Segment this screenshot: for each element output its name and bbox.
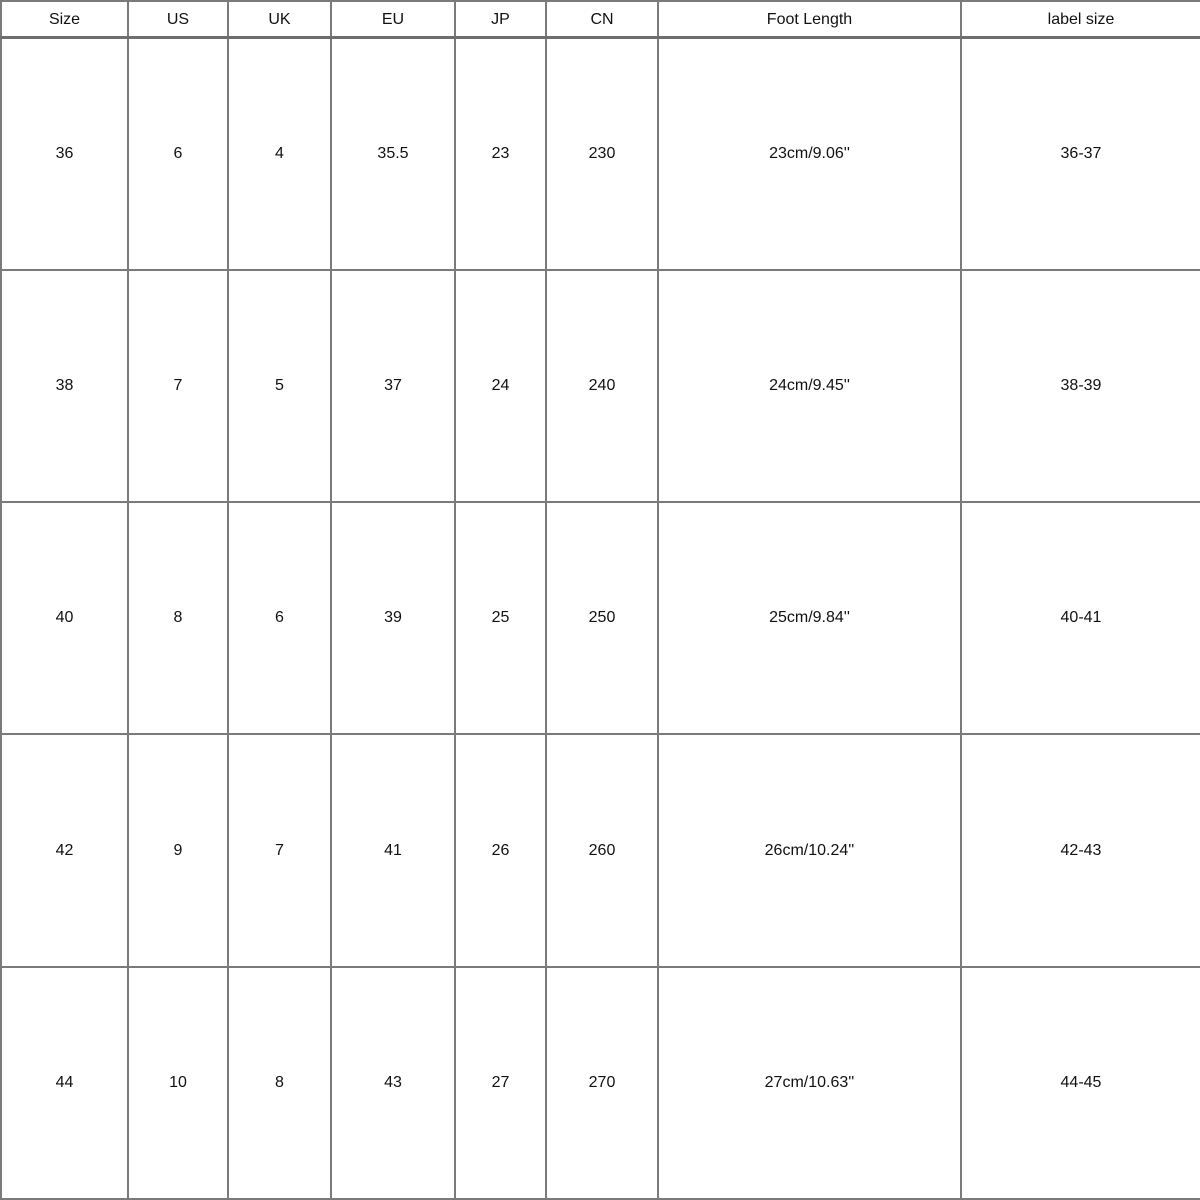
cell-us: 10: [128, 967, 228, 1199]
cell-jp: 25: [455, 502, 546, 734]
cell-size: 36: [1, 37, 128, 270]
cell-eu: 37: [331, 270, 455, 502]
table-row: [1, 270, 1200, 502]
table-row: [1, 967, 1200, 1199]
cell-uk: 5: [228, 270, 331, 502]
cell-label-size: 38-39: [961, 270, 1200, 502]
cell-size: 44: [1, 967, 128, 1199]
cell-us: 9: [128, 734, 228, 966]
cell-jp: 27: [455, 967, 546, 1199]
cell-size: 42: [1, 734, 128, 966]
cell-eu: 35.5: [331, 37, 455, 270]
cell-label-size: 44-45: [961, 967, 1200, 1199]
cell-cn: 260: [546, 734, 658, 966]
cell-jp: 24: [455, 270, 546, 502]
cell-foot-length: 24cm/9.45'': [658, 270, 961, 502]
cell-foot-length: 27cm/10.63'': [658, 967, 961, 1199]
cell-uk: 7: [228, 734, 331, 966]
cell-size: 38: [1, 270, 128, 502]
cell-foot-length: 25cm/9.84'': [658, 502, 961, 734]
header-size: Size: [1, 1, 128, 37]
header-label-size: label size: [961, 1, 1200, 37]
cell-jp: 26: [455, 734, 546, 966]
cell-eu: 41: [331, 734, 455, 966]
cell-foot-length: 26cm/10.24'': [658, 734, 961, 966]
cell-label-size: 36-37: [961, 37, 1200, 270]
header-cn: CN: [546, 1, 658, 37]
cell-cn: 230: [546, 37, 658, 270]
cell-eu: 39: [331, 502, 455, 734]
cell-uk: 4: [228, 37, 331, 270]
cell-label-size: 40-41: [961, 502, 1200, 734]
table-row: [1, 502, 1200, 734]
cell-eu: 43: [331, 967, 455, 1199]
table-row: [1, 37, 1200, 270]
cell-label-size: 42-43: [961, 734, 1200, 966]
header-uk: UK: [228, 1, 331, 37]
cell-us: 6: [128, 37, 228, 270]
table-row: [1, 734, 1200, 966]
cell-jp: 23: [455, 37, 546, 270]
cell-us: 7: [128, 270, 228, 502]
header-jp: JP: [455, 1, 546, 37]
cell-us: 8: [128, 502, 228, 734]
cell-foot-length: 23cm/9.06'': [658, 37, 961, 270]
header-foot-length: Foot Length: [658, 1, 961, 37]
header-eu: EU: [331, 1, 455, 37]
cell-cn: 240: [546, 270, 658, 502]
table-header-row: [1, 1, 1200, 37]
cell-uk: 6: [228, 502, 331, 734]
cell-uk: 8: [228, 967, 331, 1199]
cell-size: 40: [1, 502, 128, 734]
cell-cn: 270: [546, 967, 658, 1199]
cell-cn: 250: [546, 502, 658, 734]
header-us: US: [128, 1, 228, 37]
